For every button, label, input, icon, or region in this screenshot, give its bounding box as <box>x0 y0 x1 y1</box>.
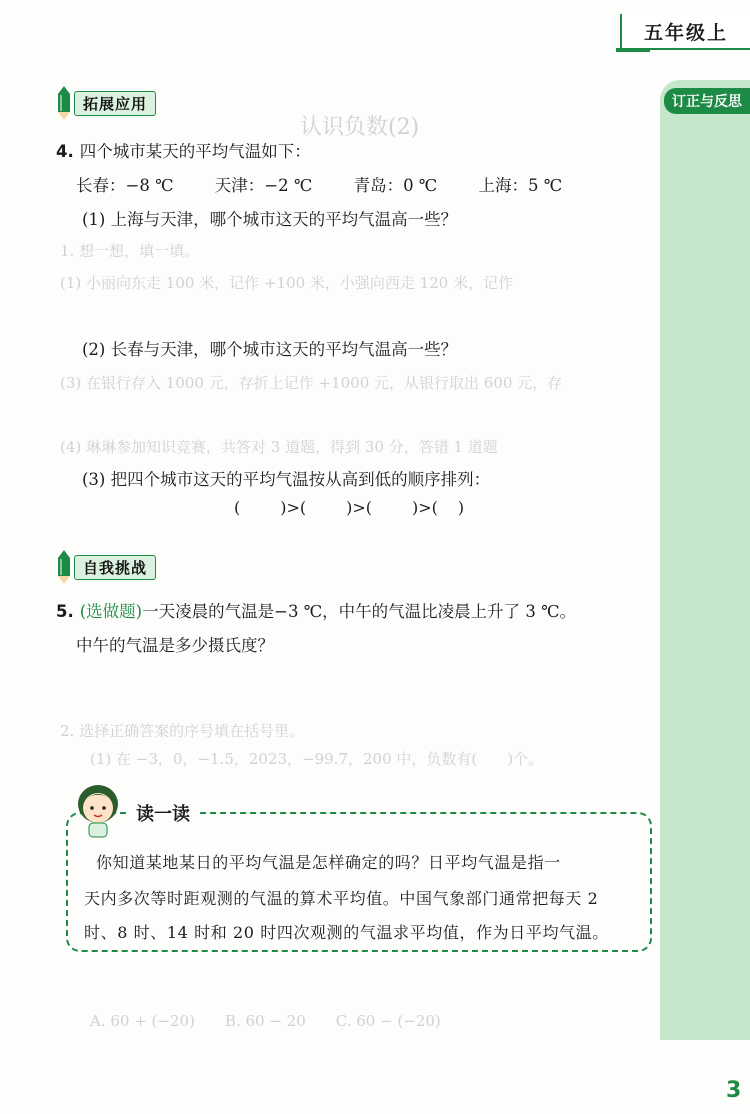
correction-margin <box>660 80 750 1040</box>
grade-tab-bar <box>616 48 650 52</box>
city-qingdao: 青岛：0 ℃ <box>353 176 438 195</box>
q4-order-blanks <box>234 498 464 517</box>
q5-number: 5. <box>56 602 74 621</box>
section-badge-challenge <box>56 554 156 580</box>
q4-stem <box>56 138 311 162</box>
q5-line2: 中午的气温是多少摄氏度？ <box>76 636 274 655</box>
q5-line1-text: 一天凌晨的气温是−3 ℃，中午的气温比凌晨上升了 3 ℃。 <box>142 602 577 621</box>
blank-close: ) <box>457 498 465 517</box>
girl-icon <box>72 780 124 840</box>
grade-tab <box>620 14 750 50</box>
city-shanghai: 上海：5 ℃ <box>478 176 563 195</box>
section-badge-extend <box>56 90 156 116</box>
pencil-icon <box>56 86 72 120</box>
blank-open: ( <box>234 498 241 517</box>
grade-label: 五年级上 <box>643 21 728 44</box>
reading-line-1: 你知道某地某日的平均气温是怎样确定的吗？日平均气温是指一 <box>96 853 561 872</box>
correction-margin-title: 订正与反思 <box>664 88 750 114</box>
worksheet-page: 认识负数(2) 1. 想一想，填一填。 (1) 小丽向东走 100 米，记作 +100 米，小强向西走 120 米，记作 (3) 在银行存入 1000 元，存折上记作 +1000 元，从银行取出 600 元，存 (4) 琳琳参加知识竞赛，共答对 3 道题，得到 30 分，答错 1 道题 2. 选择正确答案的序号填在括号里。 (1) 在 −3，0，−1.5，2023，−99.7，200 中，负数有( )个。 A. 60 + (−20) B. 60 − 20 C. 60 − (−20) 五年级上 订正与反思 拓展应用 4. 四个城市某天的平均气温如下： 长春：−8 ℃ 天津：−2 ℃ 青岛：0 ℃ 上海：5 ℃ (1) 上海与天津，哪个城市这天的平均气温高一些？ (2) 长春与天津，哪个城市这天的平均气温高一些？ (3) 把四个城市这天的平均气温按从高到低的顺序排列： ( )>( )>( )>( ) 自我挑战 5. (选做题)一天凌晨的气温是−3 ℃，中午的气温比凌晨上升了 3 ℃。 中午的气温是多少摄氏度？ 读一读 你知道某地某日的平均气温是怎样确定的吗？日平均气温是指一 天内多次等时距观测的气温的算术平均值。中国气象部门通常把每天 2 时、8 时、14 时和 20 时四次观测的气温求平均值，作为日平均气温。 3 <box>0 0 750 1114</box>
reading-line-3: 时、8 时、14 时和 20 时四次观测的气温求平均值，作为日平均气温。 <box>84 923 609 942</box>
reading-line-2: 天内多次等时距观测的气温的算术平均值。中国气象部门通常把每天 2 <box>84 889 599 908</box>
q5-tag: (选做题) <box>79 602 143 621</box>
blank-sep-2: )>( <box>346 498 373 517</box>
city-tianjin: 天津：−2 ℃ <box>214 176 313 195</box>
section-title-challenge: 自我挑战 <box>74 555 156 580</box>
city-changchun: 长春：−8 ℃ <box>76 176 174 195</box>
blank-sep-1: )>( <box>280 498 307 517</box>
reading-title: 读一读 <box>128 800 198 826</box>
q4-sub2: (2) 长春与天津，哪个城市这天的平均气温高一些？ <box>82 340 458 359</box>
page-number: 3 <box>726 1078 742 1103</box>
blank-sep-3: )>( <box>412 498 438 517</box>
q4-sub3: (3) 把四个城市这天的平均气温按从高到低的顺序排列： <box>82 470 491 489</box>
q4-stem-text: 四个城市某天的平均气温如下： <box>79 142 311 161</box>
section-title-extend: 拓展应用 <box>74 91 156 116</box>
q4-number: 4. <box>56 142 74 161</box>
q4-cities <box>76 172 598 196</box>
q4-sub1: (1) 上海与天津，哪个城市这天的平均气温高一些？ <box>82 210 458 229</box>
q5-line1 <box>56 598 576 622</box>
pencil-icon <box>56 550 72 584</box>
